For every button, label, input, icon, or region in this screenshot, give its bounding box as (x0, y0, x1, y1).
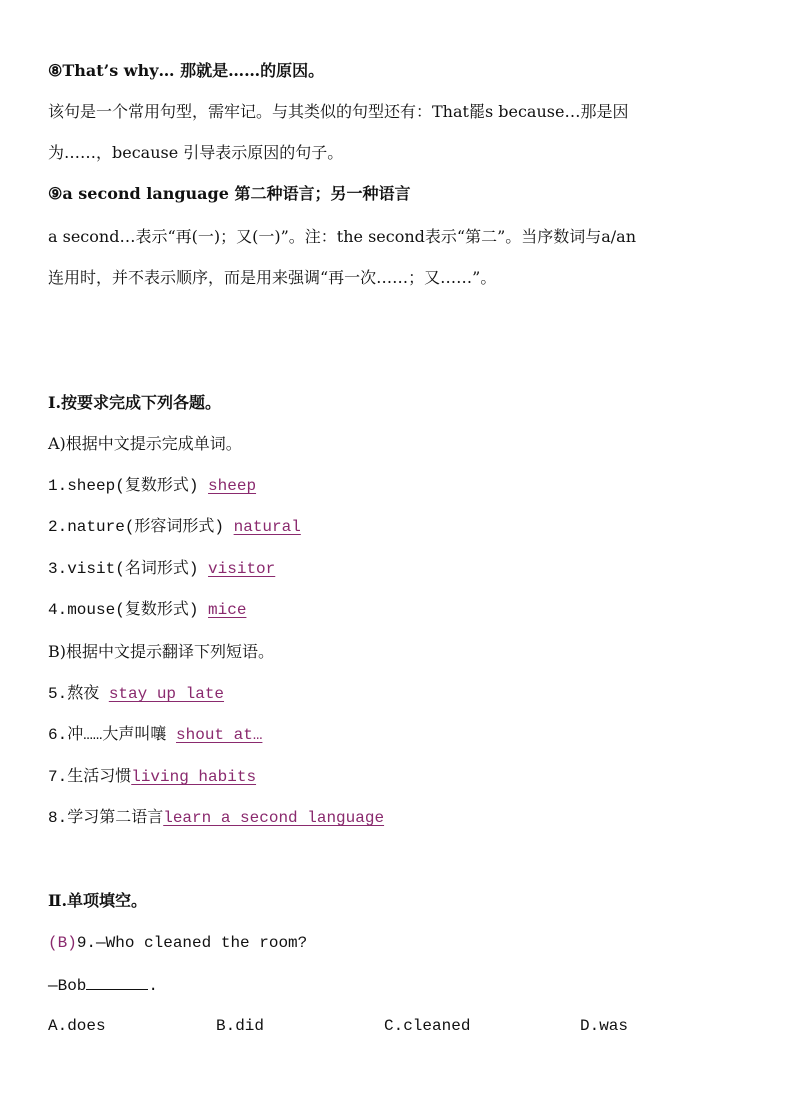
question-3 (48, 559, 275, 579)
question-4-prompt: 4.mouse(复数形式) (48, 601, 209, 619)
question-7 (48, 767, 256, 787)
note-8-body-line1: 该句是一个常用句型，需牢记。与其类似的句型还有：That罷s because…那是因 (48, 102, 629, 121)
question-2-answer: natural (233, 518, 301, 536)
question-4-answer: mice (208, 601, 247, 619)
question-1-prompt: 1.sheep(复数形式) (48, 477, 209, 495)
question-1 (48, 476, 256, 496)
question-9-reply-text: —Bob (48, 977, 87, 995)
option-c: C.cleaned (384, 1017, 471, 1035)
question-9 (48, 933, 307, 953)
question-5-prompt: 5.熬夜 (48, 685, 109, 703)
question-8-answer: learn a second language (163, 809, 385, 827)
question-4 (48, 600, 246, 620)
question-5 (48, 684, 224, 704)
question-9-answer: (B) (48, 934, 77, 952)
note-9-body-line2: 连用时，并不表示顺序，而是用来强调“再一次……；又……”。 (48, 268, 497, 287)
question-3-answer: visitor (208, 560, 276, 578)
note-9-body-line1: a second…表示“再(一)；又(一)”。注：the second表示“第二”。当序数词与a/an (48, 227, 637, 246)
section-1-title: Ⅰ.按要求完成下列各题。 (48, 393, 222, 412)
question-9-stem: 9.—Who cleaned the room? (76, 934, 308, 952)
question-2-prompt: 2.nature(形容词形式) (48, 518, 234, 536)
question-8 (48, 808, 384, 828)
option-a: A.does (48, 1017, 106, 1035)
part-a-instruction: A)根据中文提示完成单词。 (48, 434, 242, 453)
part-b-instruction: B)根据中文提示翻译下列短语。 (48, 642, 275, 661)
question-7-answer: living habits (131, 768, 257, 786)
note-8-title: ⑧That’s why… 那就是……的原因。 (48, 61, 325, 80)
option-b: B.did (216, 1017, 265, 1035)
question-9-reply-end: . (148, 977, 159, 995)
question-2 (48, 517, 301, 537)
question-6-prompt: 6.冲……大声叫嚷 (48, 726, 177, 744)
question-6-answer: shout at… (176, 726, 263, 744)
question-6 (48, 725, 262, 745)
note-8-body-line2: 为……，because 引导表示原因的句子。 (48, 143, 344, 162)
option-d: D.was (580, 1017, 629, 1035)
question-1-answer: sheep (208, 477, 257, 495)
answer-blank (86, 975, 148, 990)
question-5-answer: stay up late (108, 685, 225, 703)
question-9-reply (48, 975, 158, 996)
question-3-prompt: 3.visit(名词形式) (48, 560, 209, 578)
section-2-title: Ⅱ.单项填空。 (48, 891, 148, 910)
note-9-title: ⑨a second language 第二种语言；另一种语言 (48, 184, 411, 203)
question-8-prompt: 8.学习第二语言 (48, 809, 164, 827)
question-7-prompt: 7.生活习惯 (48, 768, 132, 786)
